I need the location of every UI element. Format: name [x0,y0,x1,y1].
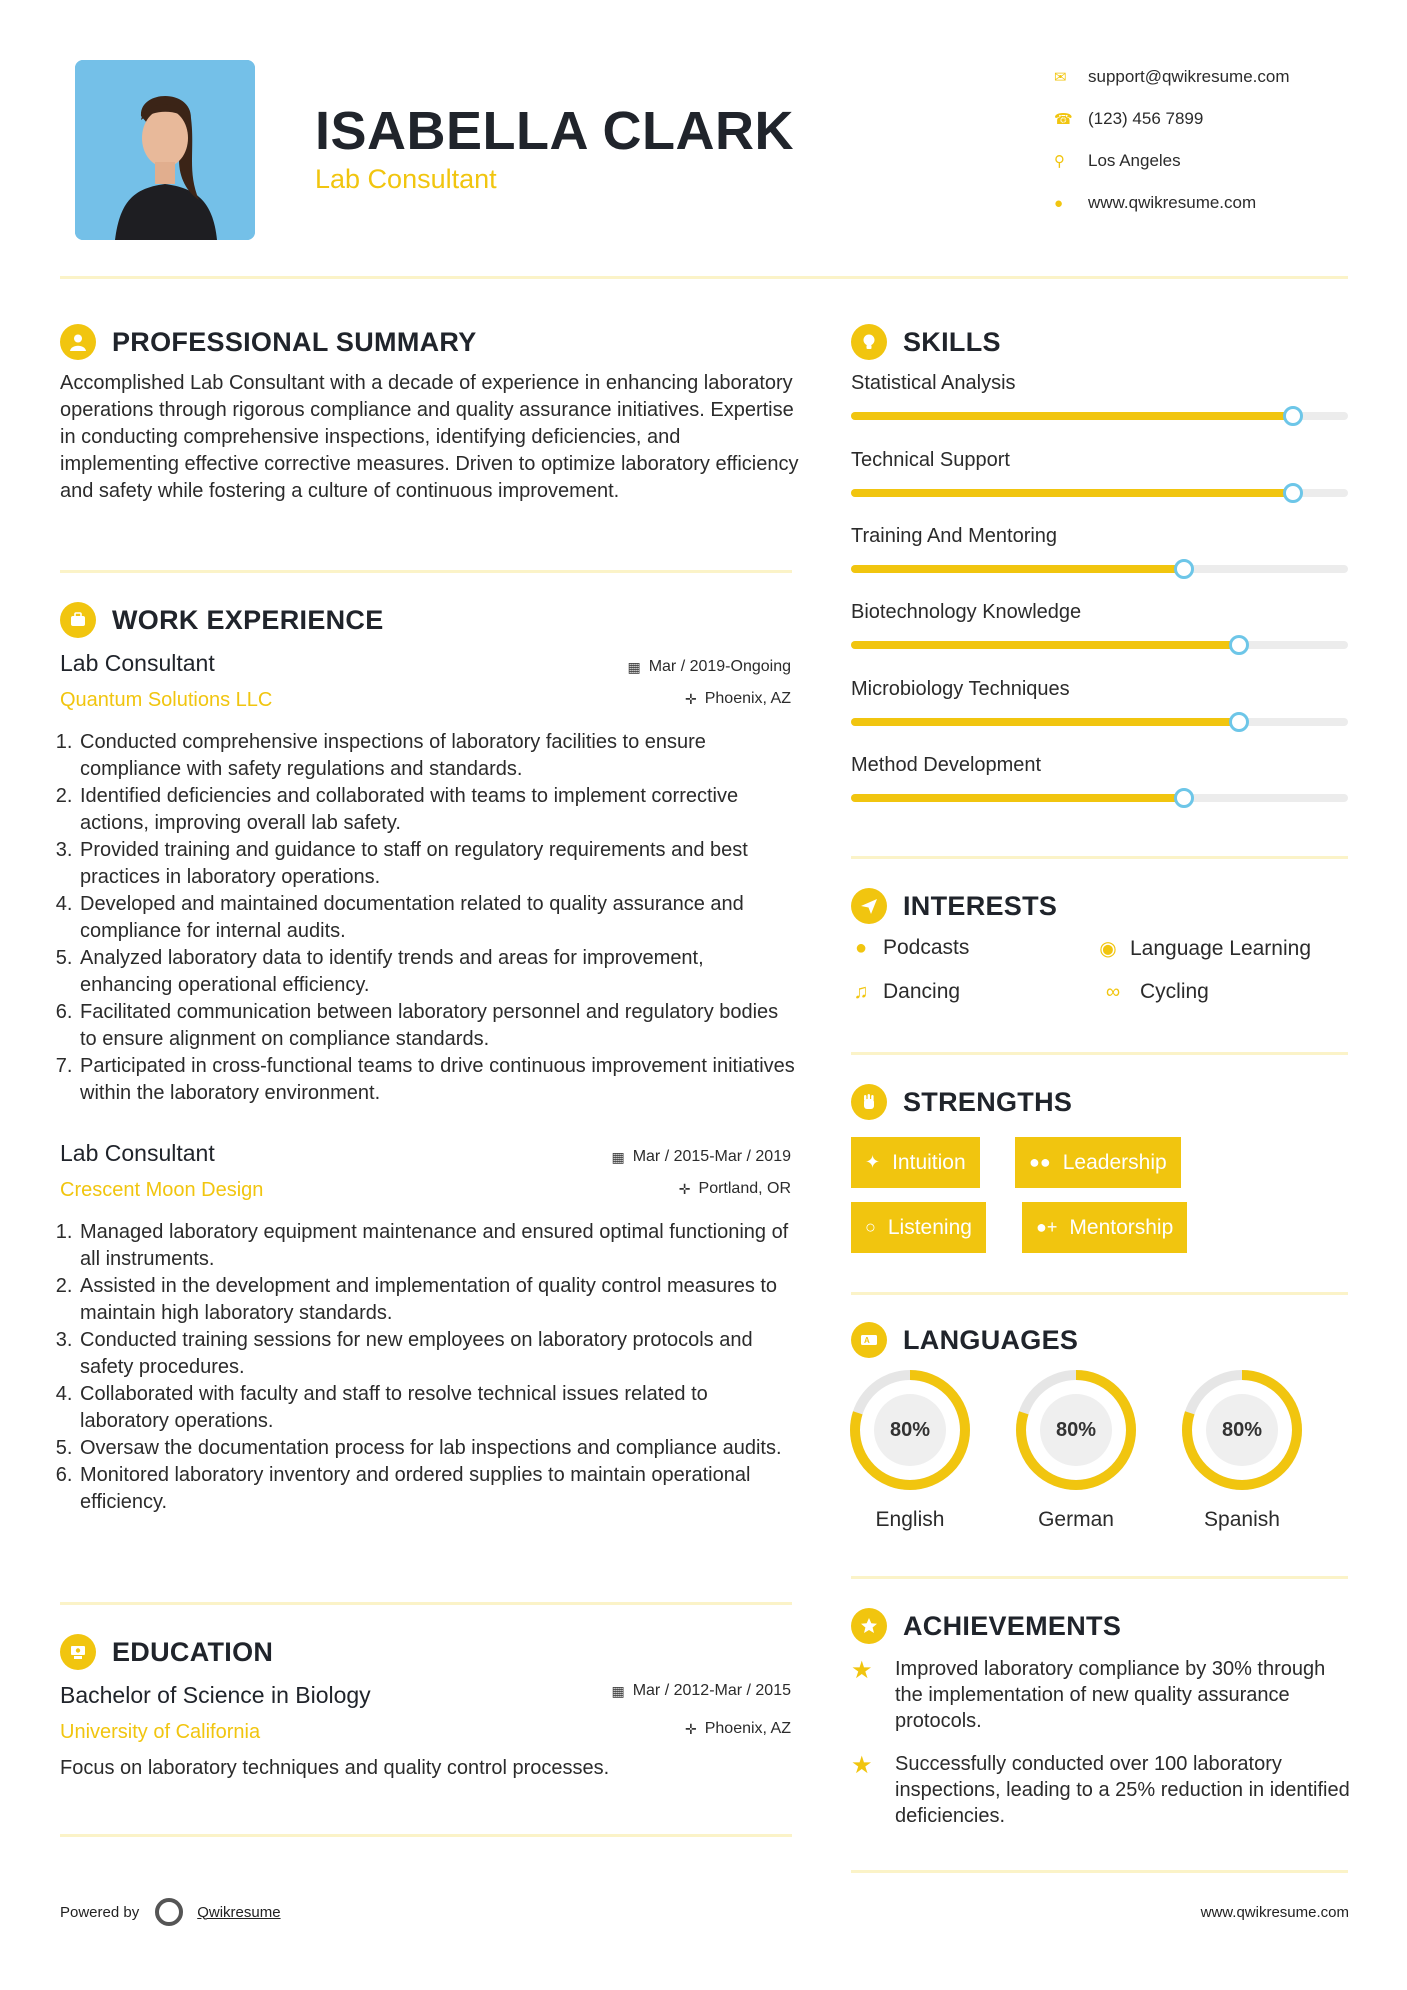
skill-knob [1283,483,1303,503]
skills-heading [851,324,1001,360]
skill-knob [1283,406,1303,426]
job-1-date-text: Mar / 2019-Ongoing [648,658,791,675]
contact-email-text: support@qwikresume.com [1088,67,1290,86]
achievement-text: Improved laboratory compliance by 30% through the implementation of new quality assurance protocols. [895,1658,1326,1732]
qwikresume-logo-icon [155,1898,183,1926]
job-1-location [480,690,791,708]
candidate-title: Lab Consultant [315,164,497,194]
microphone-icon: ● [854,936,868,959]
achievements-heading [851,1608,1121,1644]
strength-label: Listening [887,1215,972,1239]
headphones-icon: ○ [865,1217,876,1237]
skill-item [851,372,1348,395]
skill-label: Microbiology Techniques [851,678,1070,700]
strength-tag [851,1137,980,1188]
skill-knob [1174,788,1194,808]
interest-item [851,936,969,960]
list-item: 3. Conducted training sessions for new employees on laboratory protocols and safety procedures. [78,1327,800,1381]
job-2-date-text: Mar / 2015-Mar / 2019 [632,1148,791,1165]
languages-divider [851,1576,1348,1579]
phone-icon: ☎ [1054,111,1073,128]
contact-phone-text: (123) 456 7899 [1088,109,1204,128]
achievements-divider [851,1870,1348,1873]
language-icon [851,1322,887,1358]
skill-track [851,718,1348,726]
language-item [1014,1368,1138,1532]
skill-track [851,489,1348,497]
contact-list [1050,56,1390,224]
graduation-icon [60,1634,96,1670]
languages-heading [851,1322,1078,1358]
skill-knob [1229,635,1249,655]
job-1-bullets [60,729,800,1107]
globe-icon: ◉ [1099,938,1117,960]
skill-fill [851,489,1293,497]
skill-fill [851,794,1184,802]
summary-divider [60,570,792,573]
list-item: 7. Participated in cross-functional teams to drive continuous improvement initiatives within the laboratory environment. [78,1053,800,1107]
job-1-location-text: Phoenix, AZ [704,690,791,707]
list-item: 6. Facilitated communication between laboratory personnel and regulatory bodies to ensure alignment on compliance standards. [78,999,800,1053]
education-date-text: Mar / 2012-Mar / 2015 [632,1682,791,1699]
profile-photo [75,60,255,240]
achievements-title: ACHIEVEMENTS [903,1610,1122,1641]
person-photo-icon [75,60,255,240]
job-2-bullets [60,1219,800,1516]
skill-item [851,754,1348,777]
users-icon: ●● [1029,1152,1051,1172]
music-note-icon: ♫ [853,980,869,1003]
list-item: 1. Conducted comprehensive inspections of laboratory facilities to ensure compliance with safety regulations and standards. [78,729,800,783]
education-location-text: Phoenix, AZ [704,1720,791,1737]
interest-item [1098,980,1209,1004]
language-name: Spanish [1204,1508,1280,1531]
summary-title: PROFESSIONAL SUMMARY [112,326,477,357]
contact-website[interactable] [1050,182,1390,224]
list-item: 5. Oversaw the documentation process for lab inspections and compliance audits. [78,1435,800,1462]
magic-wand-icon: ✦ [865,1152,881,1172]
strength-tag [851,1202,986,1253]
calendar-icon: ▦ [611,1682,625,1699]
language-percent: 80% [889,1418,931,1441]
pin-icon: ✛ [684,690,697,707]
skill-knob [1174,559,1194,579]
envelope-icon: ✉ [1054,69,1067,86]
skill-fill [851,641,1239,649]
candidate-name: ISABELLA CLARK [315,101,794,161]
skill-label: Statistical Analysis [851,372,1016,394]
hand-icon [851,1084,887,1120]
footer-powered-by [60,1898,281,1926]
strengths-title: STRENGTHS [903,1086,1073,1117]
achievement-text: Successfully conducted over 100 laboratory inspections, leading to a 25% reduction in identified deficiencies. [895,1753,1350,1827]
footer-website[interactable]: www.qwikresume.com [1200,1904,1349,1921]
skill-label: Biotechnology Knowledge [851,601,1082,623]
lightbulb-icon [851,324,887,360]
star-icon: ★ [851,1752,873,1779]
job-2-location-text: Portland, OR [698,1180,791,1197]
strength-tag [1015,1137,1181,1188]
language-name: German [1038,1508,1114,1531]
strengths-heading [851,1084,1072,1120]
job-1-title: Lab Consultant [60,650,215,676]
interests-title: INTERESTS [903,890,1058,921]
contact-location [1050,140,1390,182]
star-icon: ★ [851,1657,873,1684]
achievement-item [851,1656,1351,1734]
skill-item [851,449,1348,472]
interest-item [851,980,960,1004]
language-percent: 80% [1221,1418,1263,1441]
interests-heading [851,888,1057,924]
svg-text:A: A [864,1336,870,1345]
education-heading [60,1634,273,1670]
contact-location-text: Los Angeles [1088,151,1181,170]
interest-label: Cycling [1140,980,1209,1003]
list-item: 4. Collaborated with faculty and staff to resolve technical issues related to laboratory operations. [78,1381,800,1435]
brand-link[interactable]: Qwikresume [197,1903,281,1921]
skills-title: SKILLS [903,326,1001,357]
skill-track [851,412,1348,420]
list-item: 2. Assisted in the development and implementation of quality control measures to maintain high laboratory standards. [78,1273,800,1327]
summary-text: Accomplished Lab Consultant with a decade of experience in enhancing laboratory operations through rigorous compliance and quality assurance initiatives. Expertise in conducting comprehensive inspections, identifying deficiencies, and implementing effective corrective measures. Driven to optimize laboratory efficiency and safety while fostering a culture of continuous improvement. [60,372,799,502]
paper-plane-icon [851,888,887,924]
work-heading [60,602,384,638]
star-badge-icon [851,1608,887,1644]
interest-item [1098,936,1311,961]
education-location [480,1720,791,1738]
pin-icon: ✛ [684,1720,697,1737]
bicycle-icon: ∞ [1105,980,1121,1003]
user-plus-icon: ●+ [1036,1217,1058,1237]
list-item: 2. Identified deficiencies and collaborated with teams to implement corrective actions, improving overall lab safety. [78,783,800,837]
languages-title: LANGUAGES [903,1324,1079,1355]
user-icon [60,324,96,360]
location-pin-icon: ⚲ [1054,153,1065,170]
list-item: 1. Managed laboratory equipment maintenance and ensured optimal functioning of all instruments. [78,1219,800,1273]
achievement-item [851,1751,1351,1829]
pin-icon: ✛ [678,1180,691,1197]
education-title: EDUCATION [112,1636,274,1667]
education-school: University of California [60,1721,261,1743]
interests-divider [851,1052,1348,1055]
skill-track [851,565,1348,573]
interest-label: Language Learning [1130,936,1312,960]
skill-fill [851,565,1184,573]
strength-label: Intuition [892,1150,966,1174]
job-2-title: Lab Consultant [60,1140,215,1166]
work-title: WORK EXPERIENCE [112,604,384,635]
skill-track [851,794,1348,802]
strength-tag [1022,1202,1187,1253]
header-divider [60,276,1348,279]
skill-knob [1229,712,1249,732]
education-date [480,1682,791,1700]
list-item: 6. Monitored laboratory inventory and ordered supplies to maintain operational efficiency. [78,1462,800,1516]
calendar-icon: ▦ [611,1148,625,1165]
strength-label: Mentorship [1069,1215,1174,1239]
calendar-icon: ▦ [627,658,641,675]
skill-label: Technical Support [851,449,1010,471]
list-item: 3. Provided training and guidance to staff on regulatory requirements and best practices in laboratory operations. [78,837,800,891]
list-item: 4. Developed and maintained documentation related to quality assurance and compliance for internal audits. [78,891,800,945]
interest-label: Dancing [883,980,961,1003]
job-2-date [480,1148,791,1166]
contact-phone[interactable] [1050,98,1390,140]
language-percent: 80% [1055,1418,1097,1441]
contact-website-text: www.qwikresume.com [1088,193,1257,212]
list-item: 5. Analyzed laboratory data to identify trends and areas for improvement, enhancing operational efficiency. [78,945,800,999]
skill-label: Method Development [851,754,1042,776]
skill-item [851,601,1348,624]
skills-divider [851,856,1348,859]
skill-track [851,641,1348,649]
language-item [1180,1368,1304,1532]
powered-by-text: Powered by [60,1903,140,1921]
job-1-company: Quantum Solutions LLC [60,689,273,711]
job-2-location [480,1180,791,1198]
education-degree: Bachelor of Science in Biology [60,1682,371,1708]
briefcase-icon [60,602,96,638]
skill-fill [851,412,1293,420]
summary-heading [60,324,477,360]
globe-icon: ● [1054,194,1064,212]
job-2-company: Crescent Moon Design [60,1179,264,1201]
strengths-divider [851,1292,1348,1295]
skill-item [851,678,1348,701]
job-1-date [480,658,791,676]
contact-email[interactable] [1050,56,1390,98]
education-divider [60,1834,792,1837]
work-divider [60,1602,792,1605]
interest-label: Podcasts [883,936,970,959]
strength-label: Leadership [1062,1150,1167,1174]
language-item [848,1368,972,1532]
skill-fill [851,718,1239,726]
language-name: English [875,1508,945,1531]
education-description: Focus on laboratory techniques and quality control processes. [60,1757,610,1779]
skill-item [851,525,1348,548]
skill-label: Training And Mentoring [851,525,1058,547]
